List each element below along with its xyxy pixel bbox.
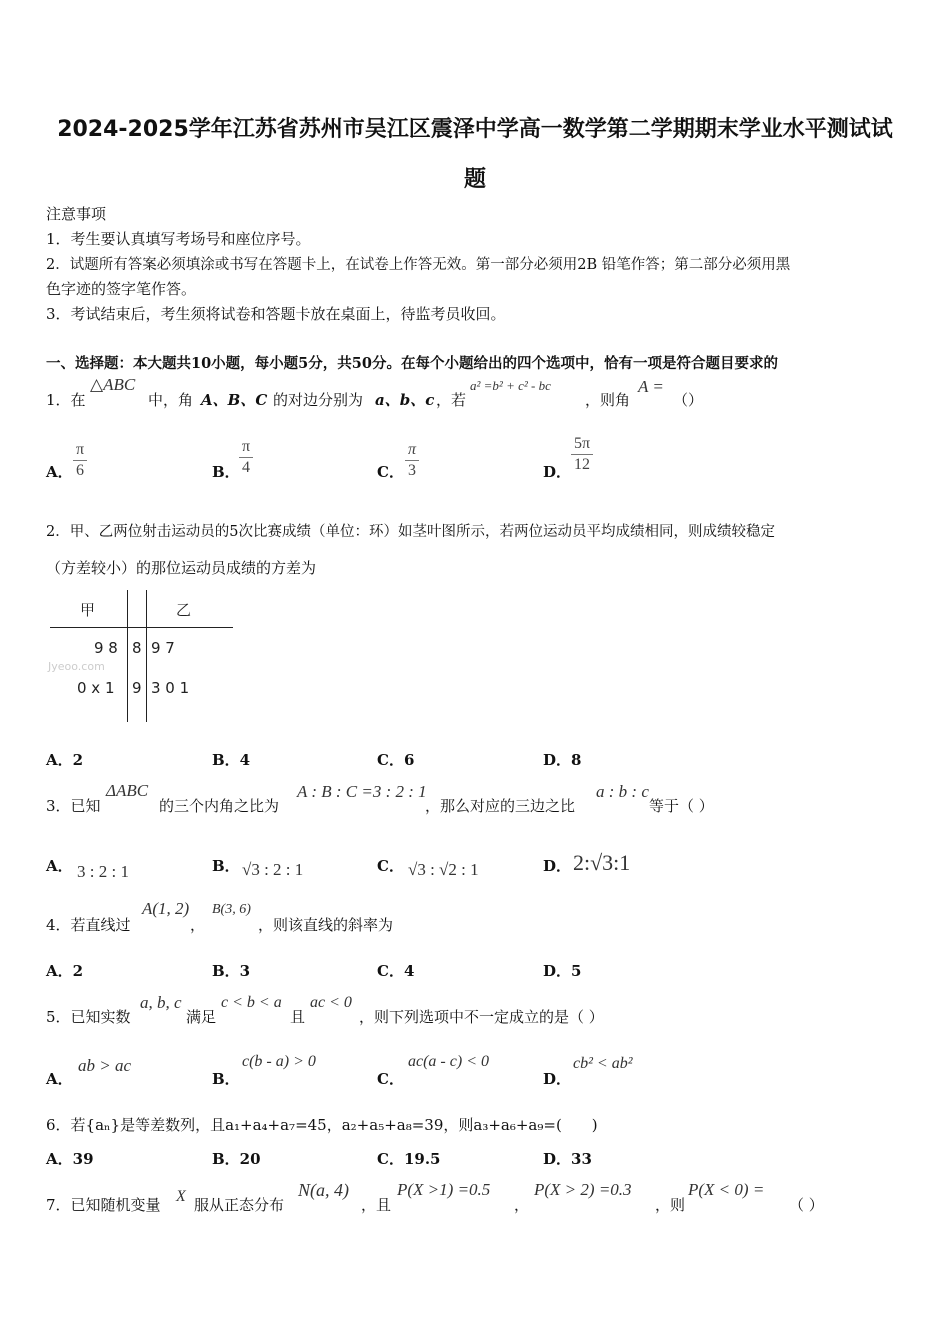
section-heading: 一、选择题：本大题共10小题，每小题5分，共50分。在每个小题给出的四个选项中，恰有一项是符合题目要求的: [46, 355, 778, 372]
q3-option-label[interactable]: A．: [46, 857, 73, 875]
q2-text: （方差较小）的那位运动员成绩的方差为: [46, 559, 317, 577]
q5-text: 满足: [186, 1008, 217, 1026]
q4-option[interactable]: B．3: [212, 962, 251, 980]
q6-option[interactable]: B．20: [212, 1150, 261, 1168]
notice-item: 色字迹的签字笔作答。: [46, 280, 197, 298]
stem-left-head: 甲: [80, 601, 96, 619]
q5-vars: a, b, c: [140, 993, 182, 1012]
q5-option-value: cb² < ab²: [573, 1055, 633, 1072]
q3-option-value: √3 : 2 : 1: [242, 860, 304, 879]
q7-comma: ，: [514, 1196, 530, 1214]
q5-number: 5．已知实数: [46, 1008, 131, 1026]
q3-text: 的三个内角之比为: [159, 797, 280, 815]
stem-row1-stem: 8: [132, 639, 142, 657]
q5-option-label[interactable]: B．: [212, 1070, 240, 1088]
stem-row1-left: 9 8: [94, 639, 118, 657]
q3-option-label[interactable]: C．: [377, 857, 404, 875]
q2-option[interactable]: C．6: [377, 751, 415, 769]
q3-text: ，那么对应的三边之比: [425, 797, 576, 815]
q2-text: 2．甲、乙两位射击运动员的5次比赛成绩（单位：环）如茎叶图所示，若两位运动员平均成绩相同，则成绩较稳定: [46, 524, 775, 540]
q4-option[interactable]: A．2: [46, 962, 84, 980]
q6-option[interactable]: D．33: [543, 1150, 592, 1168]
q1-option-value: $\frac{5\pi}{12}$: [571, 434, 593, 475]
q5-text: 且: [290, 1008, 306, 1026]
q3-sides: a : b : c: [596, 782, 649, 801]
stem-leaf-plot: [48, 590, 233, 722]
q4-comma: ，: [190, 916, 206, 934]
q5-option-label[interactable]: A．: [46, 1070, 73, 1088]
q2-option[interactable]: B．4: [212, 751, 251, 769]
q1-number: 1．在: [46, 391, 86, 409]
q3-ratio: A : B : C =3 : 2 : 1: [297, 782, 427, 801]
q1-equation: a² =b² + c² - bc: [470, 378, 551, 393]
watermark: Jyeoo.com: [48, 660, 105, 673]
q5-cond1: c < b < a: [221, 994, 282, 1011]
q1-sides: a、b、c: [375, 391, 435, 409]
q4-point-A: A(1, 2): [142, 899, 190, 918]
q3-option-value: 3 : 2 : 1: [77, 862, 129, 881]
stem-row2-right: 3 0 1: [151, 679, 190, 697]
q7-prob2: P(X > 2) =0.3: [534, 1180, 632, 1199]
q5-option-value: ac(a - c) < 0: [408, 1053, 489, 1070]
q4-option[interactable]: D．5: [543, 962, 582, 980]
q5-option-label[interactable]: D．: [543, 1070, 572, 1088]
q1-option-label[interactable]: A．: [46, 463, 73, 481]
stem-row1-right: 9 7: [151, 639, 175, 657]
q4-number: 4．若直线过: [46, 916, 131, 934]
stem-divider-left: [127, 590, 128, 722]
notice-item: 1．考生要认真填写考场号和座位序号。: [46, 230, 311, 248]
q5-option-label[interactable]: C．: [377, 1070, 404, 1088]
q1-text: 中，角: [148, 391, 194, 409]
notice-heading: 注意事项: [46, 205, 107, 223]
stem-row2-stem: 9: [132, 679, 142, 697]
q7-prob1: P(X >1) =0.5: [397, 1180, 491, 1199]
q4-point-B: B(3, 6): [212, 902, 251, 917]
q6-text: 6．若{aₙ}是等差数列，且a₁+a₄+a₇=45，a₂+a₅+a₈=39，则a₃+a₆+a₉=( ): [46, 1116, 598, 1134]
q7-prob3: P(X < 0) =: [688, 1180, 765, 1199]
q4-option[interactable]: C．4: [377, 962, 415, 980]
q1-option-value: $\frac{\pi}{4}$: [239, 437, 253, 478]
q7-distribution: N(a, 4): [298, 1180, 349, 1200]
q7-variable: X: [176, 1188, 186, 1205]
q5-option-value: ab > ac: [78, 1056, 132, 1075]
q1-option-label[interactable]: C．: [377, 463, 404, 481]
q4-text: ，则该直线的斜率为: [258, 916, 394, 934]
q3-option-label[interactable]: D．: [543, 857, 572, 875]
q1-option-label[interactable]: B．: [212, 463, 240, 481]
q6-option[interactable]: C．19.5: [377, 1150, 441, 1168]
q7-number: 7．已知随机变量: [46, 1196, 161, 1214]
q6-option[interactable]: A．39: [46, 1150, 94, 1168]
q5-option-value: c(b - a) > 0: [242, 1053, 316, 1070]
stem-right-head: 乙: [176, 601, 192, 619]
q3-option-value: √3 : √2 : 1: [408, 860, 479, 879]
q5-cond2: ac < 0: [310, 994, 352, 1011]
q1-text: ，若: [436, 391, 467, 409]
page-title-cont: 题: [463, 167, 486, 192]
q3-option-value: 2:√3:1: [573, 850, 631, 875]
q1-paren: （）: [673, 391, 704, 409]
q1-option-value: $\frac{\pi}{3}$: [405, 440, 419, 481]
q3-text: 等于（ ）: [649, 797, 714, 815]
q7-text: ，则: [655, 1196, 686, 1214]
q3-number: 3．已知: [46, 797, 101, 815]
q1-angles: A、B、C: [201, 391, 268, 409]
stem-row2-left: 0 x 1: [77, 679, 115, 697]
stem-divider-right: [146, 590, 147, 722]
q3-triangle: ΔABC: [106, 781, 149, 800]
q1-option-label[interactable]: D．: [543, 463, 572, 481]
q3-option-label[interactable]: B．: [212, 857, 240, 875]
q7-text: 服从正态分布: [194, 1196, 285, 1214]
q7-paren: （ ）: [789, 1196, 824, 1214]
notice-item: 3．考试结束后，考生须将试卷和答题卡放在桌面上，待监考员收回。: [46, 305, 506, 323]
q5-text: ，则下列选项中不一定成立的是（ ）: [359, 1008, 604, 1026]
q2-option[interactable]: A．2: [46, 751, 84, 769]
q1-triangle: △ABC: [90, 375, 136, 394]
q1-angle-A: A =: [638, 377, 664, 396]
q1-option-value: $\frac{\pi}{6}$: [73, 440, 87, 481]
q2-option[interactable]: D．8: [543, 751, 582, 769]
stem-header-line: [50, 627, 233, 628]
q1-text: ，则角: [585, 391, 631, 409]
notice-item: 2．试题所有答案必须填涂或书写在答题卡上，在试卷上作答无效。第一部分必须用2B 铅笔作答；第二部分必须用黑: [46, 257, 791, 273]
page-title: 2024-2025学年江苏省苏州市吴江区震泽中学高一数学第二学期期末学业水平测试试: [57, 117, 893, 142]
q1-text: 的对边分别为: [273, 391, 364, 409]
q7-text: ，且: [361, 1196, 392, 1214]
